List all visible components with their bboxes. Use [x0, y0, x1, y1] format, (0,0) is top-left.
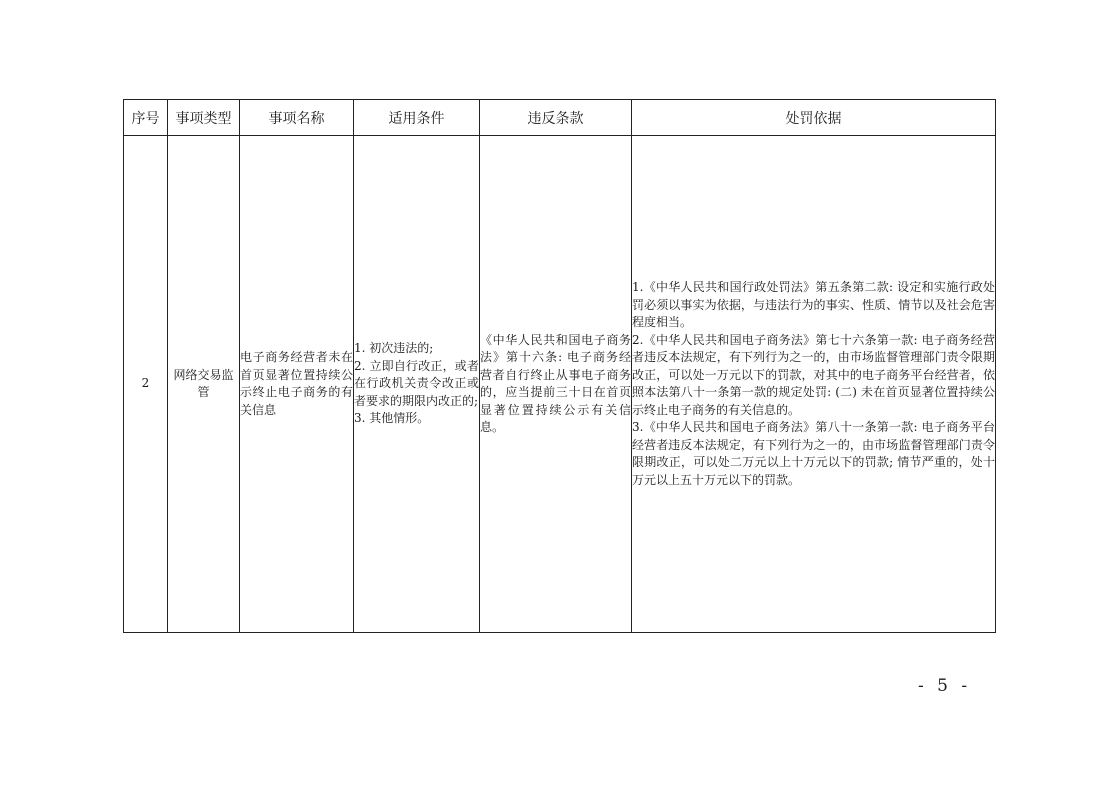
penalty-table: [123, 99, 996, 633]
header-index: 序号: [124, 100, 168, 136]
penalty-basis-item: 2.《中华人民共和国电子商务法》第七十六条第一款: 电子商务经营者违反本法规定，有下列行为之一的，由市场监督管理部门责令限期改正，可以处一万元以下的罚款，对其中的电子商务平台经营者，依照本法第八十一条第一款的规定处罚: (二) 未在首页显著位置持续公示终止电子商务的有关信息的。: [632, 332, 995, 417]
violated-clause-text: 《中华人民共和国电子商务法》第十六条: 电子商务经营者自行终止从事电子商务的，应当提前三十日在首页显著位置持续公示有关信息。: [480, 332, 631, 434]
table-row: [124, 136, 996, 633]
item-name-text: 电子商务经营者未在首页显著位置持续公示终止电子商务的有关信息: [240, 350, 353, 417]
header-name: 事项名称: [240, 100, 354, 136]
cell-index: 2: [124, 136, 168, 633]
cell-conditions: [354, 136, 480, 633]
cell-penalty-basis: [632, 136, 996, 633]
page-number: - 5 -: [918, 676, 972, 696]
header-conditions: 适用条件: [354, 100, 480, 136]
cell-violated-clause: [480, 136, 632, 633]
penalty-basis-item: 3.《中华人民共和国电子商务法》第八十一条第一款: 电子商务平台经营者违反本法规定，有下列行为之一的，由市场监督管理部门责令限期改正，可以处二万元以上十万元以下的罚款; 情节严重的，处十万元以上五十万元以下的罚款。: [632, 420, 995, 487]
cell-type: 网络交易监管: [168, 136, 240, 633]
header-violated-clause: 违反条款: [480, 100, 632, 136]
header-type: 事项类型: [168, 100, 240, 136]
condition-item: 1. 初次违法的;: [354, 341, 434, 356]
condition-item: 2. 立即自行改正，或者在行政机关责令改正或者要求的期限内改正的;: [354, 358, 479, 408]
condition-item: 3. 其他情形。: [354, 411, 430, 426]
header-penalty-basis: 处罚依据: [632, 100, 996, 136]
penalty-basis-item: 1.《中华人民共和国行政处罚法》第五条第二款: 设定和实施行政处罚必须以事实为依据，与违法行为的事实、性质、情节以及社会危害程度相当。: [632, 280, 995, 329]
cell-name: [240, 136, 354, 633]
table-header-row: [124, 100, 996, 136]
